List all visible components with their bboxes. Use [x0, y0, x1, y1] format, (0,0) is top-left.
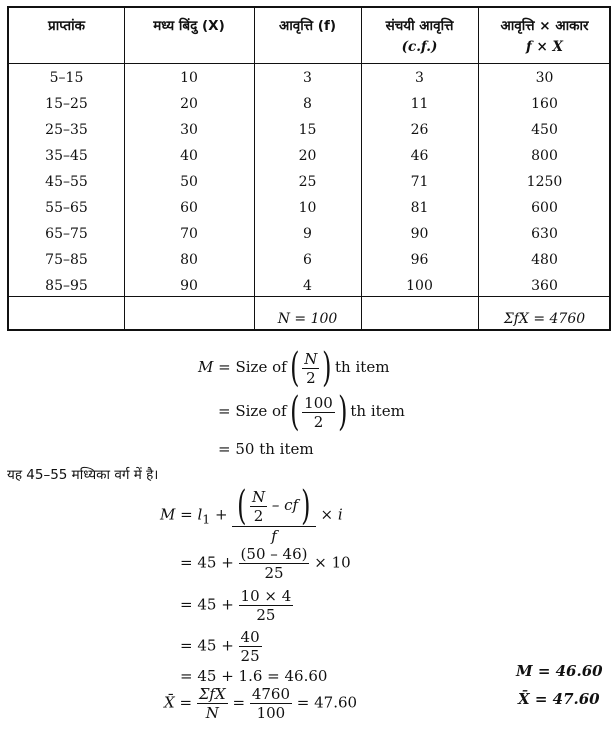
median-position-line-1: M = Size of( $\frac{N}{2}$ ) th item — [198, 345, 390, 391]
table-cell: 800 — [531, 148, 558, 164]
table-cell: 100 — [406, 278, 433, 294]
table-cell: 60 — [180, 200, 198, 216]
total-fx: ΣfX = 4760 — [503, 311, 586, 327]
median-step-2: = 45 + $\frac{10 \times 4}{25}$ — [180, 587, 292, 624]
mean-answer: X̄ = 47.60 — [518, 690, 600, 708]
table-cell: 70 — [180, 226, 198, 242]
table-cell: 360 — [531, 278, 558, 294]
table-cell: 450 — [531, 122, 558, 138]
table-cell: 71 — [410, 174, 429, 190]
table-cell: 80 — [180, 252, 198, 268]
table-cell: 6 — [303, 252, 312, 268]
table-cell: 600 — [531, 200, 558, 216]
header-fx-sub: f × X — [526, 39, 563, 55]
table-cell: 46 — [410, 148, 429, 164]
table-cell: 5–15 — [49, 70, 84, 86]
table-cell: 1250 — [526, 174, 563, 190]
table-cell: 85–95 — [45, 278, 88, 294]
table-cell: 75–85 — [45, 252, 88, 268]
median-step-1: = 45 + $\frac{(50 - 46)}{25}$ × 10 — [180, 545, 351, 582]
median-position-line-2: = Size of( $\frac{100}{2}$ ) th item — [218, 389, 405, 435]
table-cell: 90 — [180, 278, 198, 294]
median-class-note: यह 45–55 मध्यिका वर्ग में है। — [7, 467, 159, 483]
mean-formula: X̄ = $\frac{\text{ΣfX}}{N}$ = $\frac{4760}{100}$ = 47.60 — [164, 685, 358, 722]
table-cell: 90 — [410, 226, 429, 242]
table-cell: 15–25 — [45, 96, 88, 112]
table-cell: 20 — [180, 96, 198, 112]
table-cell: 40 — [180, 148, 198, 164]
table-cell: 30 — [180, 122, 198, 138]
table-cell: 8 — [303, 96, 312, 112]
table-cell: 15 — [298, 122, 317, 138]
table-cell: 9 — [303, 226, 312, 242]
table-cell: 65–75 — [45, 226, 88, 242]
table-cell: 10 — [298, 200, 317, 216]
table-cell: 30 — [535, 70, 554, 86]
table-cell: 25–35 — [45, 122, 88, 138]
table-cell: 11 — [410, 96, 429, 112]
table-cell: 630 — [531, 226, 558, 242]
table-cell: 20 — [298, 148, 317, 164]
frequency-table — [7, 6, 611, 331]
table-cell: 160 — [531, 96, 558, 112]
table-cell: 35–45 — [45, 148, 88, 164]
table-cell: 3 — [303, 70, 312, 86]
median-position-line-3: = 50 th item — [218, 440, 314, 458]
total-n: N = 100 — [277, 311, 338, 327]
table-cell: 55–65 — [45, 200, 88, 216]
table-cell: 50 — [180, 174, 198, 190]
table-cell: 10 — [180, 70, 198, 86]
table-cell: 480 — [531, 252, 558, 268]
table-cell: 45–55 — [45, 174, 88, 190]
table-cell: 81 — [410, 200, 429, 216]
median-step-4: = 45 + 1.6 = 46.60 — [180, 667, 328, 685]
table-cell: 25 — [298, 174, 317, 190]
header-frequency: आवृत्ति (f) — [278, 18, 337, 34]
header-cumulative-frequency: संचयी आवृत्ति — [385, 18, 454, 34]
median-formula: $M = l_1$ + ( $\frac{N}{2}$ – cf) f × i — [160, 483, 343, 545]
median-answer: M = 46.60 — [516, 662, 603, 680]
header-fx: आवृत्ति × आकार — [500, 18, 589, 34]
table-cell: 26 — [410, 122, 429, 138]
table-cell: 96 — [410, 252, 429, 268]
header-midpoint: मध्य बिंदु (X) — [153, 18, 225, 34]
header-cf-sub: (c.f.) — [401, 39, 438, 55]
table-cell: 3 — [415, 70, 424, 86]
median-step-3: = 45 + $\frac{40}{25}$ — [180, 628, 260, 665]
table-cell: 4 — [303, 278, 312, 294]
header-marks: प्राप्तांक — [48, 18, 85, 34]
